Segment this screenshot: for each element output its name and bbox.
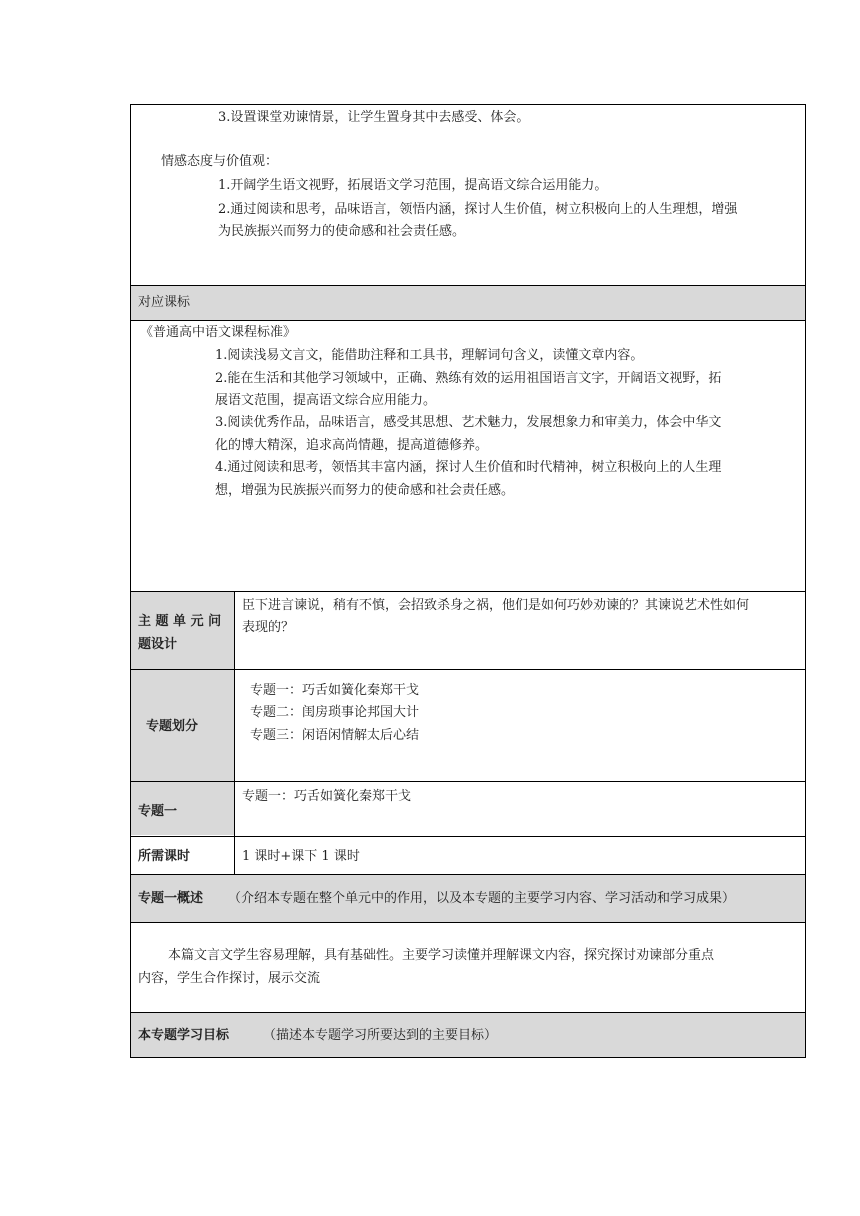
division-item-2: 专题二：闺房琐事论邦国大计: [250, 705, 420, 720]
class-hours-content: 1 课时+课下 1 课时: [242, 849, 360, 864]
row-divider: [130, 874, 806, 875]
row-divider: [130, 591, 806, 592]
class-hours-label: 所需课时: [138, 849, 191, 864]
standards-title: 《普通高中语文课程标准》: [140, 325, 297, 340]
emotion-item-2-cont: 为民族振兴而努力的使命感和社会责任感。: [218, 224, 466, 239]
row-divider: [130, 285, 806, 286]
standard-item-4: 4.通过阅读和思考，领悟其丰富内涵，探讨人生价值和时代精神，树立积极向上的人生理: [215, 460, 722, 475]
division-label: 专题划分: [146, 719, 199, 734]
standard-item-1: 1.阅读浅易文言文，能借助注释和工具书，理解词句含义，读懂文章内容。: [215, 348, 644, 363]
standard-item-3: 3.阅读优秀作品，品味语言，感受其思想、艺术魅力，发展想象力和审美力，体会中华文: [215, 415, 722, 430]
goals-label: 本专题学习目标: [138, 1028, 230, 1043]
theme-content-cont: 表现的？: [242, 620, 295, 635]
objective-line-3: 3.设置课堂劝谏情景，让学生置身其中去感受、体会。: [218, 110, 530, 125]
row-divider: [130, 836, 806, 837]
emotion-item-2: 2.通过阅读和思考，品味语言，领悟内涵，探讨人生价值，树立积极向上的人生理想，增强: [218, 202, 738, 217]
row-divider: [130, 1012, 806, 1013]
standards-header: 对应课标: [138, 295, 191, 310]
theme-label: 主 题 单 元 问: [138, 614, 222, 629]
theme-label-cont: 题设计: [138, 637, 178, 652]
overview-label: 专题一概述: [138, 891, 204, 906]
standard-item-3-cont: 化的博大精深，追求高尚情趣，提高道德修养。: [215, 438, 489, 453]
overview-content: 本篇文言文学生容易理解，具有基础性。主要学习读懂并理解课文内容，探究探讨劝谏部分重点: [168, 948, 715, 963]
division-item-1: 专题一：巧舌如簧化秦郑干戈: [250, 683, 420, 698]
row-divider: [130, 320, 806, 321]
emotion-heading: 情感态度与价值观：: [161, 154, 279, 169]
standard-item-2: 2.能在生活和其他学习领域中，正确、熟练有效的运用祖国语言文字，开阔语文视野，拓: [215, 371, 722, 386]
row-divider: [130, 781, 806, 782]
row-divider: [130, 669, 806, 670]
theme-content: 臣下进言谏说，稍有不慎，会招致杀身之祸，他们是如何巧妙劝谏的？其谏说艺术性如何: [242, 598, 750, 613]
overview-content-cont: 内容，学生合作探讨，展示交流: [138, 971, 321, 986]
standards-header-bg: [131, 286, 805, 320]
label-column-divider: [234, 591, 235, 874]
topic-one-content: 专题一：巧舌如簧化秦郑干戈: [242, 789, 412, 804]
standard-item-4-cont: 想，增强为民族振兴而努力的使命感和社会责任感。: [215, 483, 515, 498]
emotion-item-1: 1.开阔学生语文视野，拓展语文学习范围，提高语文综合运用能力。: [218, 178, 608, 193]
standard-item-2-cont: 展语文范围，提高语文综合应用能力。: [215, 393, 437, 408]
row-divider: [130, 922, 806, 923]
topic-one-label: 专题一: [138, 804, 178, 819]
goals-note: （描述本专题学习所要达到的主要目标）: [263, 1028, 498, 1043]
division-item-3: 专题三：闲语闲情解太后心结: [250, 728, 420, 743]
overview-note: （介绍本专题在整个单元中的作用，以及本专题的主要学习内容、学习活动和学习成果）: [228, 891, 736, 906]
